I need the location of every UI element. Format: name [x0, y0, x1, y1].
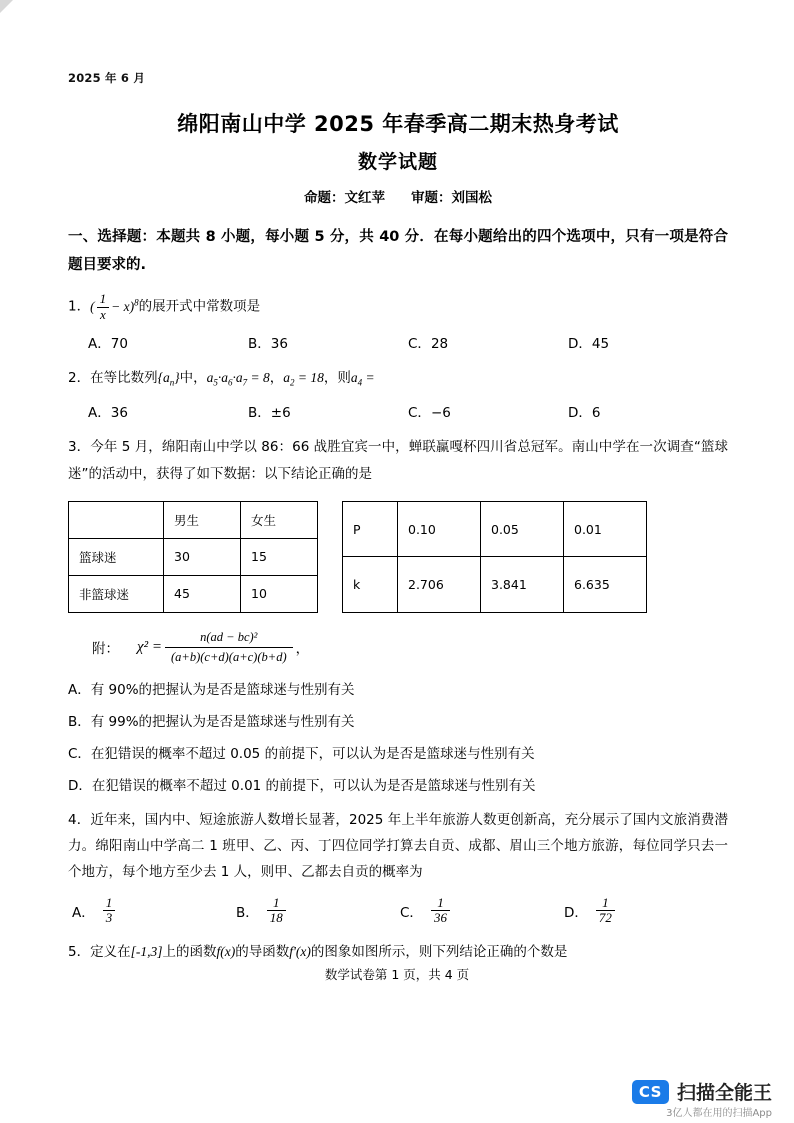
reviewer-label: 审题：刘国松 — [411, 190, 492, 206]
table-cell: 30 — [164, 538, 241, 575]
formula-fraction — [165, 629, 293, 666]
section-heading: 一、选择题：本题共 8 小题，每小题 5 分，共 40 分．在每小题给出的四个选项中，只有一项是符合题目要求的. — [68, 229, 728, 273]
question-2-text-1: 在等比数列 — [90, 369, 158, 386]
question-3-tables — [68, 501, 728, 613]
question-5-text-a: 定义在 — [90, 944, 131, 961]
question-1-text: 的展开式中常数项是 — [138, 298, 261, 315]
question-3-text: 今年 5 月，绵阳南山中学以 86：66 战胜宜宾一中，蝉联赢嘎杯四川省总冠军。南山中学在一次调查“篮球迷”的活动中，获得了如下数据：以下结论正确的是 — [68, 439, 728, 482]
question-2: 2．在等比数列$\{a_n\}$中，$a_5\cdot a_6\cdot a_7 = 8$，$a_2 = 18$，则$a_4$ = — [68, 369, 375, 388]
option-d[interactable]: D．45 — [568, 335, 610, 352]
question-2-text-2: 中， — [179, 369, 207, 386]
document-content — [68, 70, 728, 966]
fraction: $\frac{1}{18}$ — [267, 896, 286, 927]
exam-date: 2025 年 6 月 — [68, 71, 146, 85]
question-5-number: 5． — [68, 944, 91, 961]
option-c[interactable]: C．−6 — [408, 405, 451, 422]
page-title: 绵阳南山中学 2025 年春季高二期末热身考试 — [177, 112, 619, 136]
table-cell: k — [343, 557, 398, 613]
table-cell: P — [343, 501, 398, 557]
question-3-choice-c[interactable]: C．在犯错误的概率不超过 0.05 的前提下，可以认为是否是篮球迷与性别有关 — [68, 745, 535, 762]
question-3-choice-b[interactable]: B．有 99%的把握认为是否是篮球迷与性别有关 — [68, 713, 355, 730]
question-2-options — [68, 401, 728, 421]
formula-numerator: n(ad − bc)² — [200, 629, 258, 644]
table-cell: 15 — [241, 538, 318, 575]
watermark-subtext: 3亿人都在用的扫描App — [666, 1108, 772, 1119]
table-cell: 3.841 — [481, 557, 564, 613]
option-b[interactable]: B．36 — [248, 335, 288, 352]
question-4 — [68, 807, 728, 886]
option-c[interactable]: C． $\frac{1}{36}$ — [400, 896, 564, 927]
option-b[interactable]: B．±6 — [248, 405, 291, 422]
formula-label: 附： — [92, 641, 119, 658]
table-cell: 篮球迷 — [69, 538, 164, 575]
question-5-text-c: 的导函数 — [235, 944, 290, 961]
question-2-text-4: ，则 — [323, 369, 351, 386]
question-5-text-d: 的图象如图所示，则下列结论正确的个数是 — [310, 944, 568, 961]
table-row — [69, 575, 318, 612]
table-cell: 男生 — [164, 501, 241, 538]
option-b[interactable]: B． $\frac{1}{18}$ — [236, 896, 400, 927]
question-3 — [68, 434, 728, 487]
critical-value-table — [342, 501, 647, 613]
table-row — [69, 538, 318, 575]
question-2-number: 2． — [68, 369, 91, 386]
option-a[interactable]: A．36 — [88, 405, 128, 422]
question-3-number: 3． — [68, 439, 91, 456]
table-row — [343, 501, 647, 557]
table-row — [343, 557, 647, 613]
page-corner-fold — [0, 0, 13, 13]
question-5-interval: [-1,3] — [130, 944, 163, 960]
table-cell — [69, 501, 164, 538]
table-cell: 2.706 — [398, 557, 481, 613]
formula-trailing: ， — [295, 641, 310, 658]
fraction: $\frac{1}{36}$ — [431, 896, 450, 927]
question-4-options — [68, 896, 728, 927]
table-cell: 女生 — [241, 501, 318, 538]
page-footer: 数学试卷第 1 页，共 4 页 — [324, 967, 470, 982]
formula-lhs: χ² = — [137, 638, 162, 655]
basketball-fan-table — [68, 501, 318, 613]
table-cell: 10 — [241, 575, 318, 612]
question-5-text-b: 上的函数 — [162, 944, 217, 961]
fraction: $\frac{1}{3}$ — [103, 896, 116, 927]
option-a[interactable]: A． $\frac{1}{3}$ — [72, 896, 236, 927]
question-1-number: 1． — [68, 298, 91, 315]
question-4-text: 近年来，国内中、短途旅游人数增长显著，2025 年上半年旅游人数更创新高，充分展示了国内文旅消费潜力。绵阳南山中学高二 1 班甲、乙、丙、丁四位同学打算去自贡、成都、眉山三个地方旅游，每位同学只去一个地方，每个地方至少去 1 人，则甲、乙都去自贡的概率为 — [68, 811, 728, 881]
camscanner-logo-icon: CS — [632, 1080, 669, 1104]
table-cell: 45 — [164, 575, 241, 612]
question-5-fx: f(x) — [216, 944, 236, 960]
question-1-formula: ( $\frac{1}{x}$ − x)$^8$ — [90, 291, 139, 323]
question-5 — [68, 939, 728, 965]
formula-denominator: (a+b)(c+d)(a+c)(b+d) — [165, 647, 293, 666]
table-cell: 0.01 — [564, 501, 647, 557]
option-c[interactable]: C．28 — [408, 335, 449, 352]
option-d[interactable]: D． $\frac{1}{72}$ — [564, 896, 728, 927]
option-d[interactable]: D．6 — [568, 405, 601, 422]
table-cell: 非篮球迷 — [69, 575, 164, 612]
table-cell: 0.10 — [398, 501, 481, 557]
table-row — [69, 501, 318, 538]
table-cell: 6.635 — [564, 557, 647, 613]
question-4-number: 4． — [68, 811, 91, 828]
watermark-text: 扫描全能王 — [676, 1082, 772, 1104]
chi-square-formula — [68, 629, 728, 666]
subject-title: 数学试题 — [357, 151, 438, 173]
question-1-options — [68, 332, 728, 352]
question-3-choice-d[interactable]: D．在犯错误的概率不超过 0.01 的前提下，可以认为是否是篮球迷与性别有关 — [68, 777, 536, 794]
scanner-watermark — [632, 1078, 772, 1105]
table-cell: 0.05 — [481, 501, 564, 557]
option-a[interactable]: A．70 — [88, 335, 128, 352]
question-3-choice-a[interactable]: A．有 90%的把握认为是否是篮球迷与性别有关 — [68, 681, 355, 698]
question-1 — [68, 292, 728, 323]
fraction: $\frac{1}{72}$ — [596, 896, 615, 927]
credits-line — [68, 186, 728, 206]
question-2-text-3: ， — [269, 369, 284, 386]
question-5-fpx: f'(x) — [289, 944, 311, 960]
setter-label: 命题：文红苹 — [304, 190, 385, 206]
